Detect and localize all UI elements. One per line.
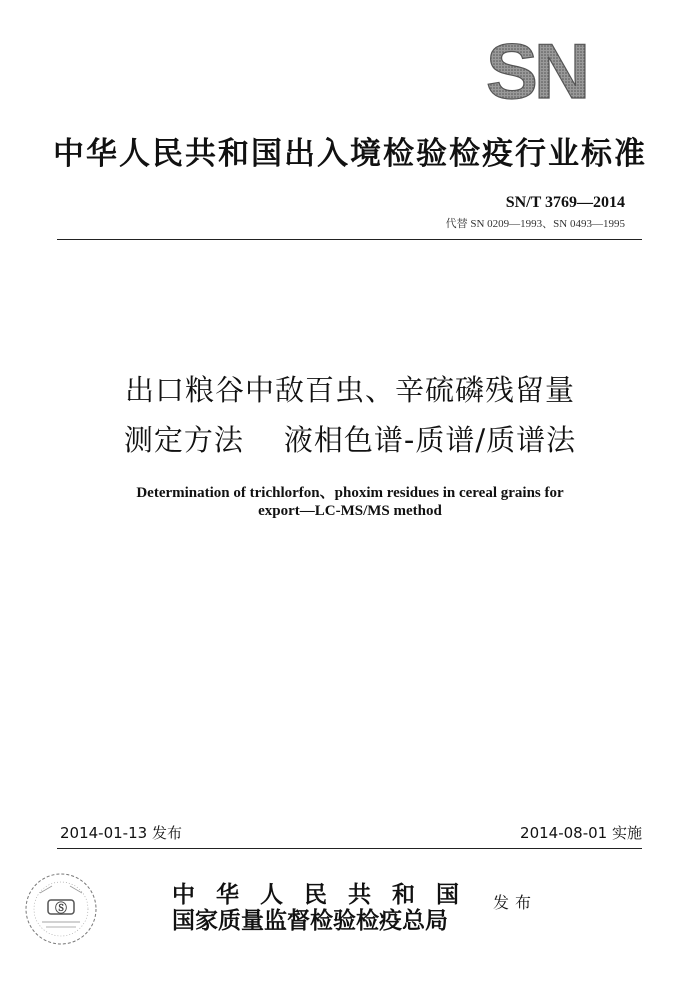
issuer-line1: 中华人民共和国 — [172, 881, 480, 908]
sn-logo — [466, 36, 606, 106]
industry-standard-title: 中华人民共和国出入境检验检疫行业标准 — [53, 136, 647, 172]
replaces-note: 代替 SN 0209—1993、SN 0493—1995 — [445, 218, 625, 230]
issue-date: 2014-01-13 发布 — [60, 824, 182, 842]
header-divider — [57, 239, 642, 240]
title-cn-line2-part1: 测定方法 — [123, 423, 244, 457]
standard-number: SN/T 3769—2014 — [505, 194, 625, 211]
sn-logo-text: SN — [485, 36, 587, 106]
title-cn-line2 — [0, 418, 700, 459]
title-cn-line2-part2: 液相色谱-质谱/质谱法 — [283, 423, 577, 457]
title-en-line2: export—LC-MS/MS method — [258, 503, 442, 519]
seal-stamp-icon — [22, 870, 100, 948]
issuer-line2: 国家质量监督检验检疫总局 — [172, 907, 448, 934]
title-en-line1: Determination of trichlorfon、phoxim residues in cereal grains for — [136, 485, 564, 501]
stamp-glyph: Ⓢ — [54, 901, 68, 915]
title-cn-line1: 出口粮谷中敌百虫、辛硫磷残留量 — [124, 373, 575, 407]
publish-label: 发布 — [493, 893, 538, 912]
implementation-date: 2014-08-01 实施 — [520, 824, 642, 842]
footer-divider — [57, 848, 642, 849]
